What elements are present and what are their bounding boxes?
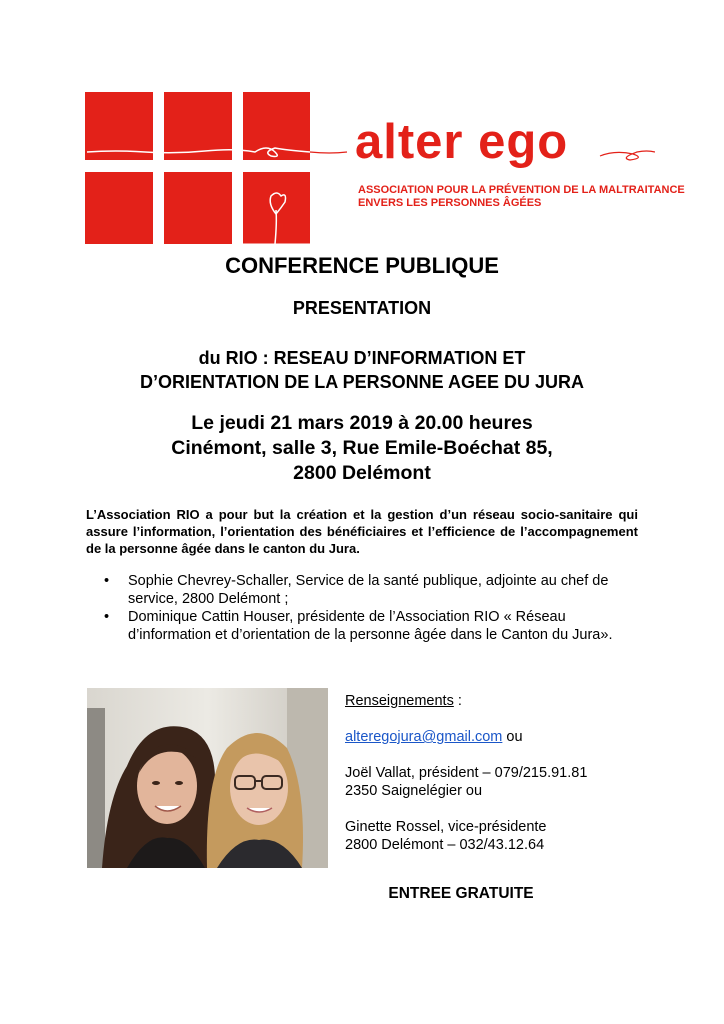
spacer bbox=[345, 800, 587, 818]
brand-tagline bbox=[358, 184, 685, 210]
contact-info bbox=[345, 692, 587, 854]
page-subtitle: PRESENTATION bbox=[292, 298, 432, 318]
contact-line: Ginette Rossel, vice-présidente bbox=[345, 819, 547, 835]
speaker-item: • Sophie Chevrey-Schaller, Service de la santé publique, adjointe au chef de service, 2800 Delémont ; bbox=[104, 572, 649, 608]
event-city: 2800 Delémont bbox=[293, 462, 431, 484]
contact-line: Joël Vallat, président – 079/215.91.81 bbox=[345, 765, 588, 781]
tagline-line: ASSOCIATION POUR LA PRÉVENTION DE LA MALTRAITANCE bbox=[358, 184, 685, 196]
info-heading: Renseignements bbox=[345, 693, 454, 709]
intro-paragraph: L’Association RIO a pour but la création et la gestion d’un réseau socio-sanitaire qui assure l’information, l’orientation des bénéficiaires et l’efficience de l’accompagnement de la personne âgée dans le canton du Jura. bbox=[86, 507, 638, 556]
info-heading-suffix: : bbox=[453, 693, 462, 709]
rio-heading-line: D’ORIENTATION DE LA PERSONNE AGEE DU JURA bbox=[139, 372, 585, 392]
email-line bbox=[345, 728, 587, 746]
event-venue: Cinémont, salle 3, Rue Emile-Boéchat 85, bbox=[171, 437, 553, 459]
event-date: Le jeudi 21 mars 2019 à 20.00 heures bbox=[191, 412, 533, 434]
rio-heading bbox=[0, 346, 724, 394]
page-title: CONFERENCE PUBLIQUE bbox=[225, 253, 499, 278]
email-suffix: ou bbox=[502, 729, 523, 745]
info-heading-line bbox=[345, 692, 587, 710]
contact-line: 2350 Saignelégier ou bbox=[345, 783, 483, 799]
contact-line: 2800 Delémont – 032/43.12.64 bbox=[345, 837, 545, 853]
email-link[interactable]: alteregojura@gmail.com bbox=[345, 729, 503, 745]
event-details bbox=[0, 411, 724, 486]
brand-name: alter ego bbox=[355, 115, 569, 169]
speaker-list bbox=[104, 572, 649, 644]
speaker-item: • Dominique Cattin Houser, présidente de l’Association RIO « Réseau d’information et d’orientation de la personne âgée dans le Canton du Jura». bbox=[104, 608, 649, 644]
spacer bbox=[345, 746, 587, 764]
tagline-line: ENVERS LES PERSONNES ÂGÉES bbox=[358, 197, 542, 209]
rio-heading-line: du RIO : RESEAU D’INFORMATION ET bbox=[198, 348, 526, 368]
speakers-photo bbox=[87, 688, 328, 868]
spacer bbox=[345, 710, 587, 728]
free-entry-label: ENTREE GRATUITE bbox=[388, 885, 534, 902]
